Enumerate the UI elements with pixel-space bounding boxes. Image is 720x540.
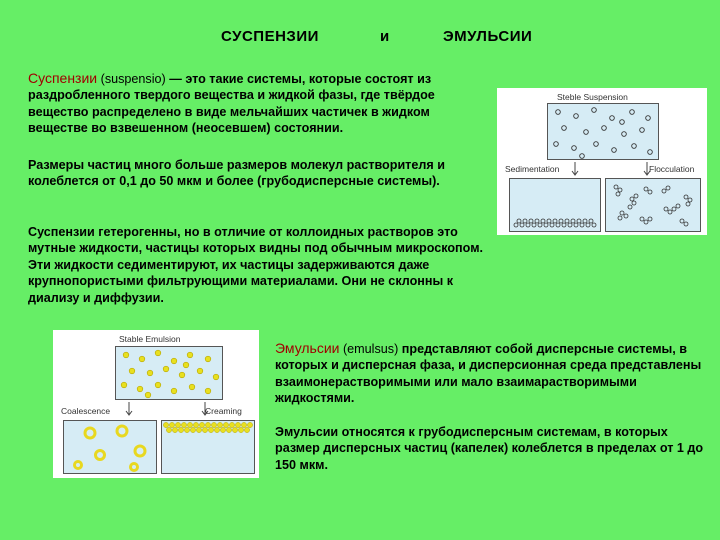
- sediment-layer: [510, 179, 600, 231]
- stable-suspension-label: Steble Suspension: [557, 92, 628, 102]
- emulsion-gloss: (emulsus): [342, 342, 399, 356]
- emulsion-particle-size: Эмульсии относятся к грубодисперсным системам, в которых размер дисперсных частиц (капелек) колеблется в пределах от 1 до 150 мкм.: [275, 425, 704, 472]
- emulsion-term: Эмульсии: [275, 340, 340, 356]
- sedimentation-tank: [509, 178, 601, 232]
- suspension-particle-size: Размеры частиц много больше размеров молекул растворителя и колеблется от 0,1 до 50 мкм и более (грубодисперсные системы).: [28, 158, 445, 189]
- suspension-definition-text: — это такие системы, которые состоят из раздробленного твердого вещества и жидкой фазы, где твёрдое вещество распределено в виде мельчайших частичек в жидком веществе во взвешенном (неосевшем) состоянии.: [28, 72, 435, 136]
- coalescence-tank: [63, 420, 157, 474]
- suspension-properties: Суспензии гетерогенны, но в отличие от коллоидных растворов это мутные жидкости, частицы которых видны под обычным микроскопом. Эти жидкости седиментируют, их частицы задерживаются даже крупнопористыми фильтрующими материалами. Они не склонны к диализу и диффузии.: [28, 225, 484, 305]
- coalesced-drops: [64, 421, 156, 473]
- suspension-term: Суспензии: [28, 70, 98, 86]
- floc-clusters: [606, 179, 700, 231]
- flocculation-tank: [605, 178, 701, 232]
- emulsion-definition-text: представляют собой дисперсные системы, в которых и дисперсная фаза, и дисперсионная среда представлены взаимонерастворимыми или мало взаимарастворимыми жидкостями.: [275, 342, 702, 406]
- suspension-definition: [28, 70, 490, 137]
- sedimentation-label: Sedimentation: [505, 164, 560, 174]
- title-conjunction: и: [380, 28, 390, 45]
- suspension-gloss: (suspensio): [100, 72, 166, 86]
- emulsion-figure: [53, 330, 259, 478]
- cream-layer: [162, 421, 254, 473]
- creaming-label: Creaming: [205, 406, 242, 416]
- stable-emulsion-label: Stable Emulsion: [119, 334, 181, 344]
- emulsion-definition: [275, 340, 705, 407]
- title-word1: СУСПЕНЗИИ: [221, 28, 319, 45]
- suspension-figure: [497, 88, 707, 235]
- coalescence-label: Coalescence: [61, 406, 111, 416]
- creaming-tank: [161, 420, 255, 474]
- title-word2: ЭМУЛЬСИИ: [443, 28, 533, 45]
- flocculation-label: Flocculation: [649, 164, 695, 174]
